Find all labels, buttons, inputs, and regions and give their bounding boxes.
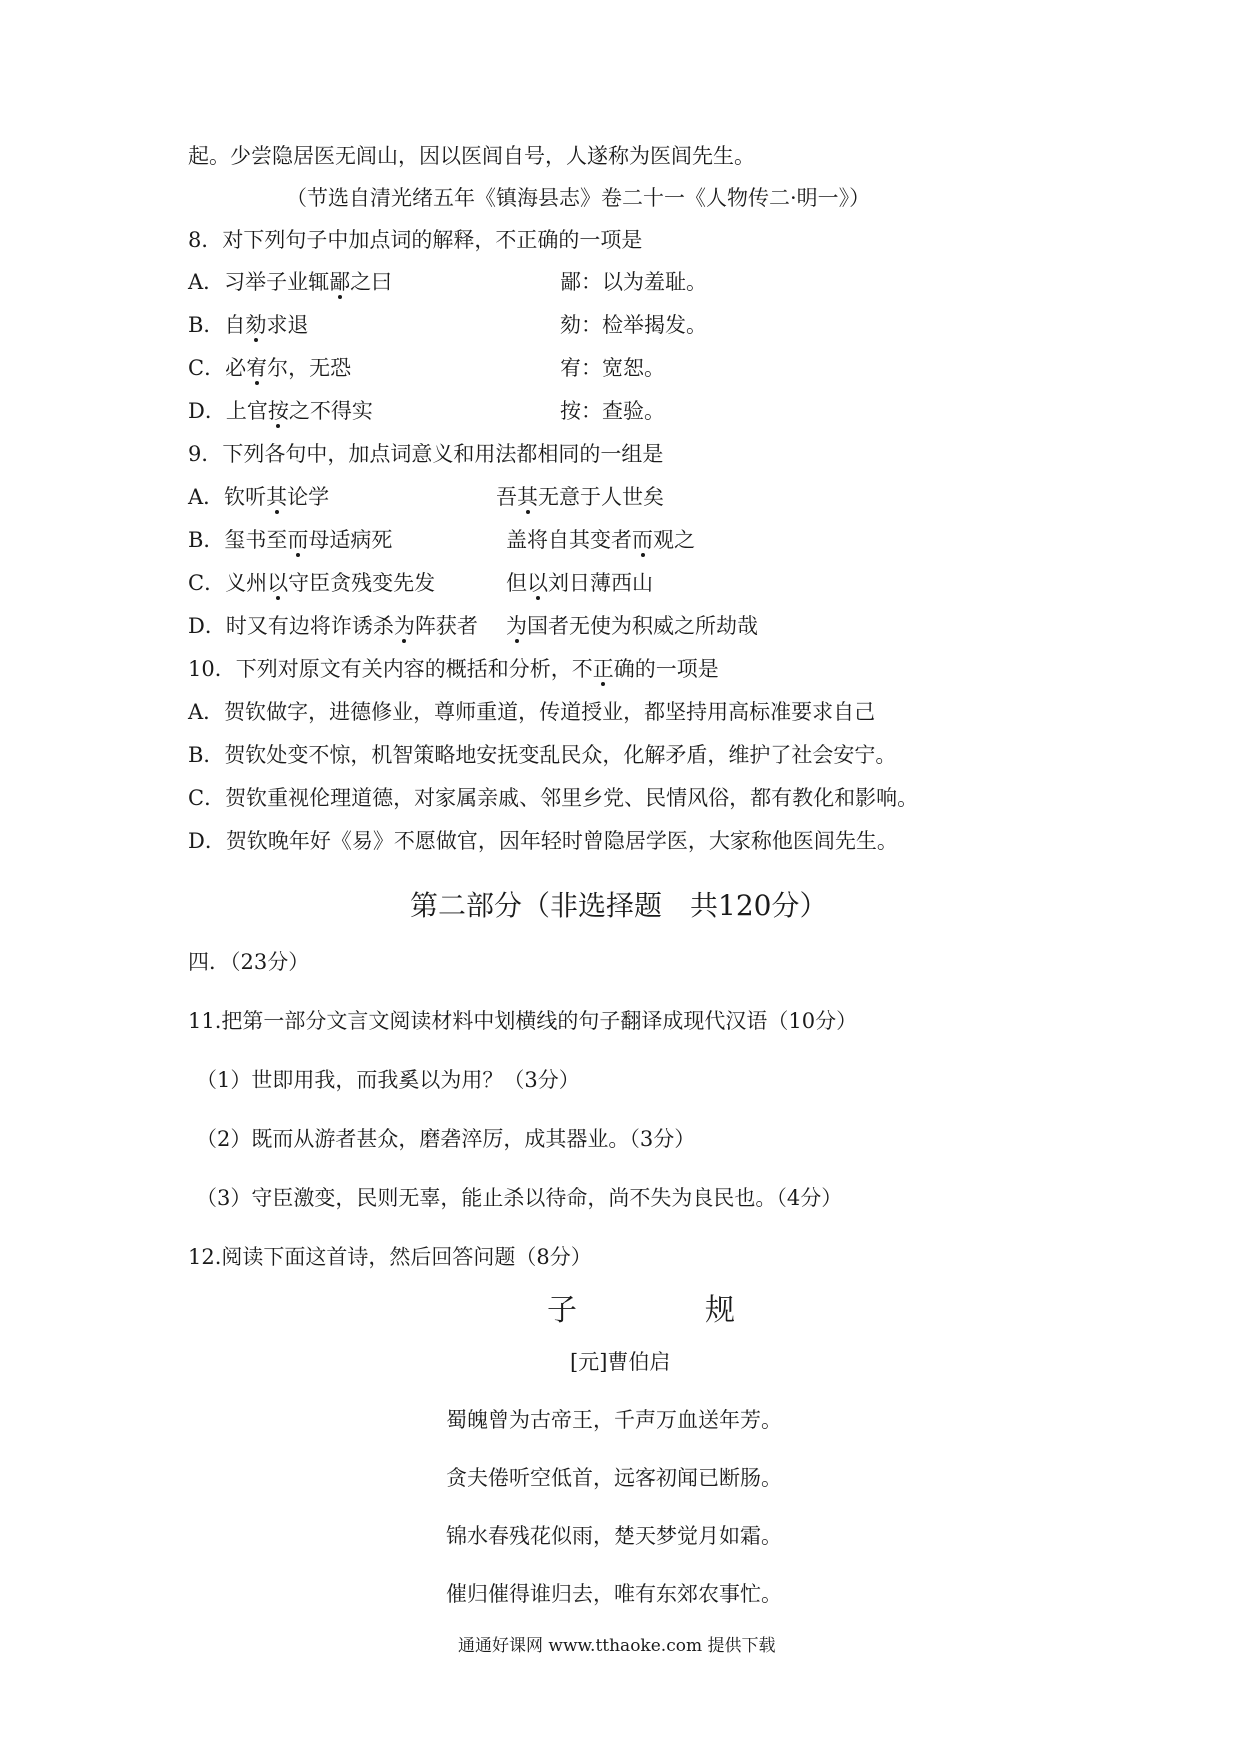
q8-gloss-a: 鄙：以为羞耻。 bbox=[560, 270, 707, 294]
dotted-word: 而 bbox=[632, 528, 653, 552]
q9-option-b-right: 盖将自其变者而观之 bbox=[506, 528, 695, 552]
q8-option-d: D．上官按之不得实 bbox=[188, 399, 373, 423]
poem-title-char-1: 子 bbox=[547, 1293, 577, 1328]
footer-note: 通通好课网 www.tthaoke.com 提供下载 bbox=[458, 1636, 776, 1656]
dotted-word: 为 bbox=[506, 614, 527, 638]
q11-stem: 11.把第一部分文言文阅读材料中划横线的句子翻译成现代汉语（10分） bbox=[188, 1009, 858, 1033]
q9-option-d-right: 为国者无使为积威之所劫哉 bbox=[506, 614, 758, 638]
dotted-word: 宥 bbox=[246, 356, 268, 380]
q9-option-d-left: D．时又有边将诈诱杀为阵获者 bbox=[188, 614, 478, 638]
poem-line-1: 蜀魄曾为古帝王，千声万血送年芳。 bbox=[446, 1408, 782, 1432]
poem-title-char-2: 规 bbox=[705, 1293, 735, 1328]
q9-option-a-left: A．钦听其论学 bbox=[188, 485, 330, 509]
part2-title: 第二部分（非选择题 共120分） bbox=[410, 889, 828, 922]
section-4-heading: 四．（23分） bbox=[188, 950, 310, 974]
q10-option-d: D．贺钦晚年好《易》不愿做官，因年轻时曾隐居学医，大家称他医闾先生。 bbox=[188, 829, 898, 853]
q9-option-a-right: 吾其无意于人世矣 bbox=[496, 485, 664, 509]
dotted-word: 不正确 bbox=[571, 657, 635, 681]
q8-gloss-b: 劾：检举揭发。 bbox=[560, 313, 707, 337]
dotted-word: 其 bbox=[517, 485, 538, 509]
q9-option-c-left: C．义州以守臣贪残变先发 bbox=[188, 571, 436, 595]
dotted-word: 鄙 bbox=[329, 270, 351, 294]
q11-item-1: （1）世即用我，而我奚以为用？（3分） bbox=[196, 1068, 580, 1092]
q8-gloss-d: 按：查验。 bbox=[560, 399, 665, 423]
dotted-word: 按 bbox=[267, 399, 289, 423]
q11-item-3: （3）守臣激变，民则无辜，能止杀以待命，尚不失为良民也。（4分） bbox=[196, 1186, 843, 1210]
q11-item-2: （2）既而从游者甚众，磨砻淬厉，成其器业。（3分） bbox=[196, 1127, 696, 1151]
passage-tail: 起。少尝隐居医无闾山，因以医闾自号，人遂称为医闾先生。 bbox=[188, 144, 755, 168]
poem-author: [元]曹伯启 bbox=[570, 1350, 671, 1374]
q9-stem: 9．下列各句中，加点词意义和用法都相同的一组是 bbox=[188, 442, 664, 466]
poem-line-3: 锦水春残花似雨，楚天梦觉月如霜。 bbox=[446, 1524, 782, 1548]
dotted-word: 以 bbox=[267, 571, 289, 595]
poem-line-2: 贪夫倦听空低首，远客初闻已断肠。 bbox=[446, 1466, 782, 1490]
q8-gloss-c: 宥：宽恕。 bbox=[560, 356, 665, 380]
poem-line-4: 催归催得谁归去，唯有东郊农事忙。 bbox=[446, 1582, 782, 1606]
q8-option-c: C．必宥尔，无恐 bbox=[188, 356, 352, 380]
source-citation: （节选自清光绪五年《镇海县志》卷二十一《人物传二·明一》） bbox=[286, 186, 871, 210]
dotted-word: 以 bbox=[527, 571, 548, 595]
q10-option-a: A．贺钦做字，进德修业，尊师重道，传道授业，都坚持用高标准要求自己 bbox=[188, 700, 876, 724]
dotted-word: 为 bbox=[393, 614, 415, 638]
q10-stem: 10．下列对原文有关内容的概括和分析，不正确的一项是 bbox=[188, 657, 719, 681]
dotted-word: 而 bbox=[287, 528, 309, 552]
dotted-word: 其 bbox=[266, 485, 288, 509]
q12-stem: 12.阅读下面这首诗，然后回答问题（8分） bbox=[188, 1245, 592, 1269]
q8-stem: 8．对下列句子中加点词的解释，不正确的一项是 bbox=[188, 228, 643, 252]
q10-option-c: C．贺钦重视伦理道德，对家属亲戚、邻里乡党、民情风俗，都有教化和影响。 bbox=[188, 786, 919, 810]
q9-option-b-left: B．玺书至而母适病死 bbox=[188, 528, 393, 552]
q9-option-c-right: 但以刘日薄西山 bbox=[506, 571, 653, 595]
q8-option-a: A．习举子业辄鄙之曰 bbox=[188, 270, 393, 294]
q8-option-b: B．自劾求退 bbox=[188, 313, 309, 337]
dotted-word: 劾 bbox=[245, 313, 267, 337]
q10-option-b: B．贺钦处变不惊，机智策略地安抚变乱民众，化解矛盾，维护了社会安宁。 bbox=[188, 743, 897, 767]
